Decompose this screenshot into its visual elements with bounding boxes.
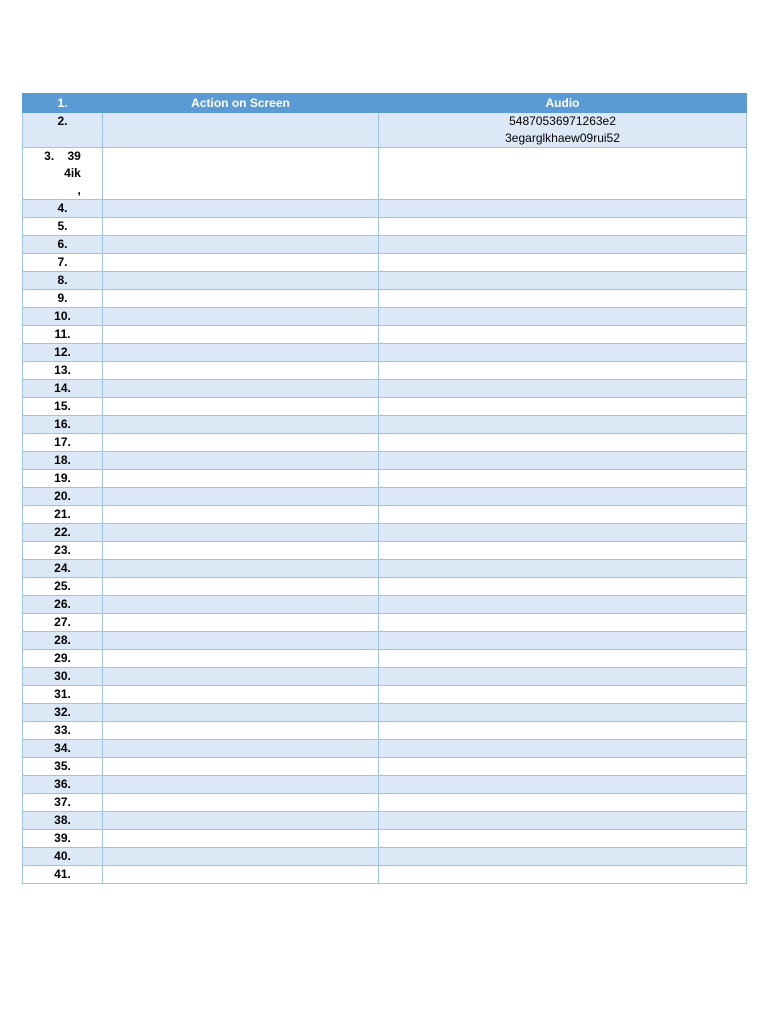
action-cell[interactable] — [103, 812, 379, 830]
row-number: 24. — [23, 560, 103, 578]
audio-cell[interactable] — [379, 113, 747, 148]
table-row — [23, 200, 747, 218]
action-cell[interactable] — [103, 848, 379, 866]
table-row — [23, 650, 747, 668]
row-number: 30. — [23, 668, 103, 686]
row-number: 8. — [23, 272, 103, 290]
row-number: 26. — [23, 596, 103, 614]
table-row — [23, 416, 747, 434]
action-cell[interactable] — [103, 200, 379, 218]
table-row — [23, 236, 747, 254]
row-number: 10. — [23, 308, 103, 326]
table-row — [23, 812, 747, 830]
table-row — [23, 560, 747, 578]
table-row — [23, 722, 747, 740]
table-row — [23, 470, 747, 488]
audio-cell[interactable] — [379, 344, 747, 362]
row-number-main: 3. — [44, 149, 55, 163]
action-cell[interactable] — [103, 560, 379, 578]
table-row — [23, 632, 747, 650]
row-number-extra-line-1: 39 — [67, 149, 81, 163]
action-cell[interactable] — [103, 218, 379, 236]
row-number: 34. — [23, 740, 103, 758]
action-cell[interactable] — [103, 632, 379, 650]
row-number-extra-line-2: 4ik — [64, 166, 81, 180]
row-number: 4. — [23, 200, 103, 218]
table-row — [23, 308, 747, 326]
header-audio: Audio — [379, 94, 747, 113]
action-cell[interactable] — [103, 668, 379, 686]
table-row — [23, 704, 747, 722]
table-row — [23, 398, 747, 416]
row-number: 15. — [23, 398, 103, 416]
row-number: 19. — [23, 470, 103, 488]
audio-cell[interactable] — [379, 524, 747, 542]
action-cell[interactable] — [103, 794, 379, 812]
audio-cell[interactable] — [379, 686, 747, 704]
table-row — [23, 218, 747, 236]
table-row — [23, 686, 747, 704]
row-number: 27. — [23, 614, 103, 632]
action-cell[interactable] — [103, 488, 379, 506]
audio-cell[interactable] — [379, 596, 747, 614]
table-row — [23, 326, 747, 344]
table-row — [23, 148, 747, 200]
row-number: 18. — [23, 452, 103, 470]
row-number: 5. — [23, 218, 103, 236]
action-cell[interactable] — [103, 524, 379, 542]
audio-cell[interactable] — [379, 398, 747, 416]
audio-cell[interactable] — [379, 830, 747, 848]
table-header-row — [23, 94, 747, 113]
table-row — [23, 524, 747, 542]
row-number: 37. — [23, 794, 103, 812]
action-cell[interactable] — [103, 148, 379, 200]
row-number: 31. — [23, 686, 103, 704]
row-number: 28. — [23, 632, 103, 650]
action-cell[interactable] — [103, 434, 379, 452]
table-row — [23, 434, 747, 452]
audio-cell[interactable] — [379, 722, 747, 740]
action-cell[interactable] — [103, 254, 379, 272]
audio-cell[interactable] — [379, 776, 747, 794]
audio-cell[interactable] — [379, 380, 747, 398]
row-number: 35. — [23, 758, 103, 776]
audio-cell[interactable] — [379, 560, 747, 578]
row-number: 21. — [23, 506, 103, 524]
audio-cell[interactable] — [379, 758, 747, 776]
action-cell[interactable] — [103, 542, 379, 560]
audio-cell[interactable] — [379, 848, 747, 866]
header-number: 1. — [23, 94, 103, 113]
action-cell[interactable] — [103, 416, 379, 434]
action-cell[interactable] — [103, 686, 379, 704]
audio-cell[interactable] — [379, 326, 747, 344]
audio-cell[interactable] — [379, 650, 747, 668]
audio-cell[interactable] — [379, 272, 747, 290]
action-cell[interactable] — [103, 506, 379, 524]
audio-cell[interactable] — [379, 704, 747, 722]
header-action-on-screen: Action on Screen — [103, 94, 379, 113]
action-cell[interactable] — [103, 830, 379, 848]
table-row — [23, 830, 747, 848]
table-row — [23, 866, 747, 884]
action-cell[interactable] — [103, 722, 379, 740]
audio-cell[interactable] — [379, 578, 747, 596]
table-row — [23, 542, 747, 560]
audio-cell[interactable] — [379, 614, 747, 632]
action-cell[interactable] — [103, 866, 379, 884]
row-number-extra-line-3: , — [77, 183, 81, 197]
audio-cell[interactable] — [379, 866, 747, 884]
audio-cell[interactable] — [379, 200, 747, 218]
audio-cell[interactable] — [379, 218, 747, 236]
row-number: 7. — [23, 254, 103, 272]
action-cell[interactable] — [103, 308, 379, 326]
action-cell[interactable] — [103, 596, 379, 614]
action-cell[interactable] — [103, 650, 379, 668]
action-cell[interactable] — [103, 614, 379, 632]
audio-cell[interactable] — [379, 542, 747, 560]
row-number: 40. — [23, 848, 103, 866]
row-number: 33. — [23, 722, 103, 740]
table-row — [23, 452, 747, 470]
audio-cell[interactable] — [379, 290, 747, 308]
audio-cell[interactable] — [379, 632, 747, 650]
audio-cell[interactable] — [379, 812, 747, 830]
table-row — [23, 776, 747, 794]
table-row — [23, 614, 747, 632]
row-number: 9. — [23, 290, 103, 308]
audio-cell[interactable] — [379, 506, 747, 524]
row-number: 16. — [23, 416, 103, 434]
action-cell[interactable] — [103, 272, 379, 290]
audio-cell[interactable] — [379, 416, 747, 434]
row-number: 22. — [23, 524, 103, 542]
audio-text-line-2: 3egarglkhaew09rui52 — [505, 131, 620, 145]
action-cell[interactable] — [103, 578, 379, 596]
table-row — [23, 758, 747, 776]
audio-text-line-1: 54870536971263e2 — [509, 114, 616, 128]
audio-cell[interactable] — [379, 254, 747, 272]
audio-cell[interactable] — [379, 488, 747, 506]
row-number — [23, 148, 103, 200]
table-row — [23, 113, 747, 148]
row-number: 39. — [23, 830, 103, 848]
row-number: 17. — [23, 434, 103, 452]
row-number: 36. — [23, 776, 103, 794]
table-row — [23, 578, 747, 596]
table-row — [23, 596, 747, 614]
audio-cell[interactable] — [379, 794, 747, 812]
audio-cell[interactable] — [379, 452, 747, 470]
action-cell[interactable] — [103, 113, 379, 148]
row-number: 14. — [23, 380, 103, 398]
table-row — [23, 794, 747, 812]
audio-cell[interactable] — [379, 148, 747, 200]
table-row — [23, 488, 747, 506]
table-row — [23, 290, 747, 308]
row-number: 12. — [23, 344, 103, 362]
row-number: 23. — [23, 542, 103, 560]
row-number: 29. — [23, 650, 103, 668]
row-number: 38. — [23, 812, 103, 830]
audio-cell[interactable] — [379, 470, 747, 488]
audio-cell[interactable] — [379, 362, 747, 380]
row-number: 13. — [23, 362, 103, 380]
row-number: 32. — [23, 704, 103, 722]
action-cell[interactable] — [103, 776, 379, 794]
action-cell[interactable] — [103, 740, 379, 758]
action-cell[interactable] — [103, 236, 379, 254]
row-number: 2. — [23, 113, 103, 148]
table-row — [23, 344, 747, 362]
action-cell[interactable] — [103, 704, 379, 722]
row-number: 11. — [23, 326, 103, 344]
action-cell[interactable] — [103, 344, 379, 362]
action-cell[interactable] — [103, 326, 379, 344]
row-number: 41. — [23, 866, 103, 884]
action-cell[interactable] — [103, 380, 379, 398]
audio-cell[interactable] — [379, 236, 747, 254]
table-row — [23, 506, 747, 524]
script-table — [22, 93, 747, 884]
action-cell[interactable] — [103, 452, 379, 470]
action-cell[interactable] — [103, 362, 379, 380]
action-cell[interactable] — [103, 470, 379, 488]
audio-cell[interactable] — [379, 740, 747, 758]
table-row — [23, 848, 747, 866]
row-number: 20. — [23, 488, 103, 506]
table-body — [23, 113, 747, 884]
table-row — [23, 362, 747, 380]
row-number: 25. — [23, 578, 103, 596]
audio-cell[interactable] — [379, 668, 747, 686]
table-row — [23, 668, 747, 686]
table-row — [23, 254, 747, 272]
table-row — [23, 380, 747, 398]
table-row — [23, 740, 747, 758]
action-cell[interactable] — [103, 758, 379, 776]
audio-cell[interactable] — [379, 434, 747, 452]
table-row — [23, 272, 747, 290]
action-cell[interactable] — [103, 290, 379, 308]
row-number: 6. — [23, 236, 103, 254]
action-cell[interactable] — [103, 398, 379, 416]
audio-cell[interactable] — [379, 308, 747, 326]
